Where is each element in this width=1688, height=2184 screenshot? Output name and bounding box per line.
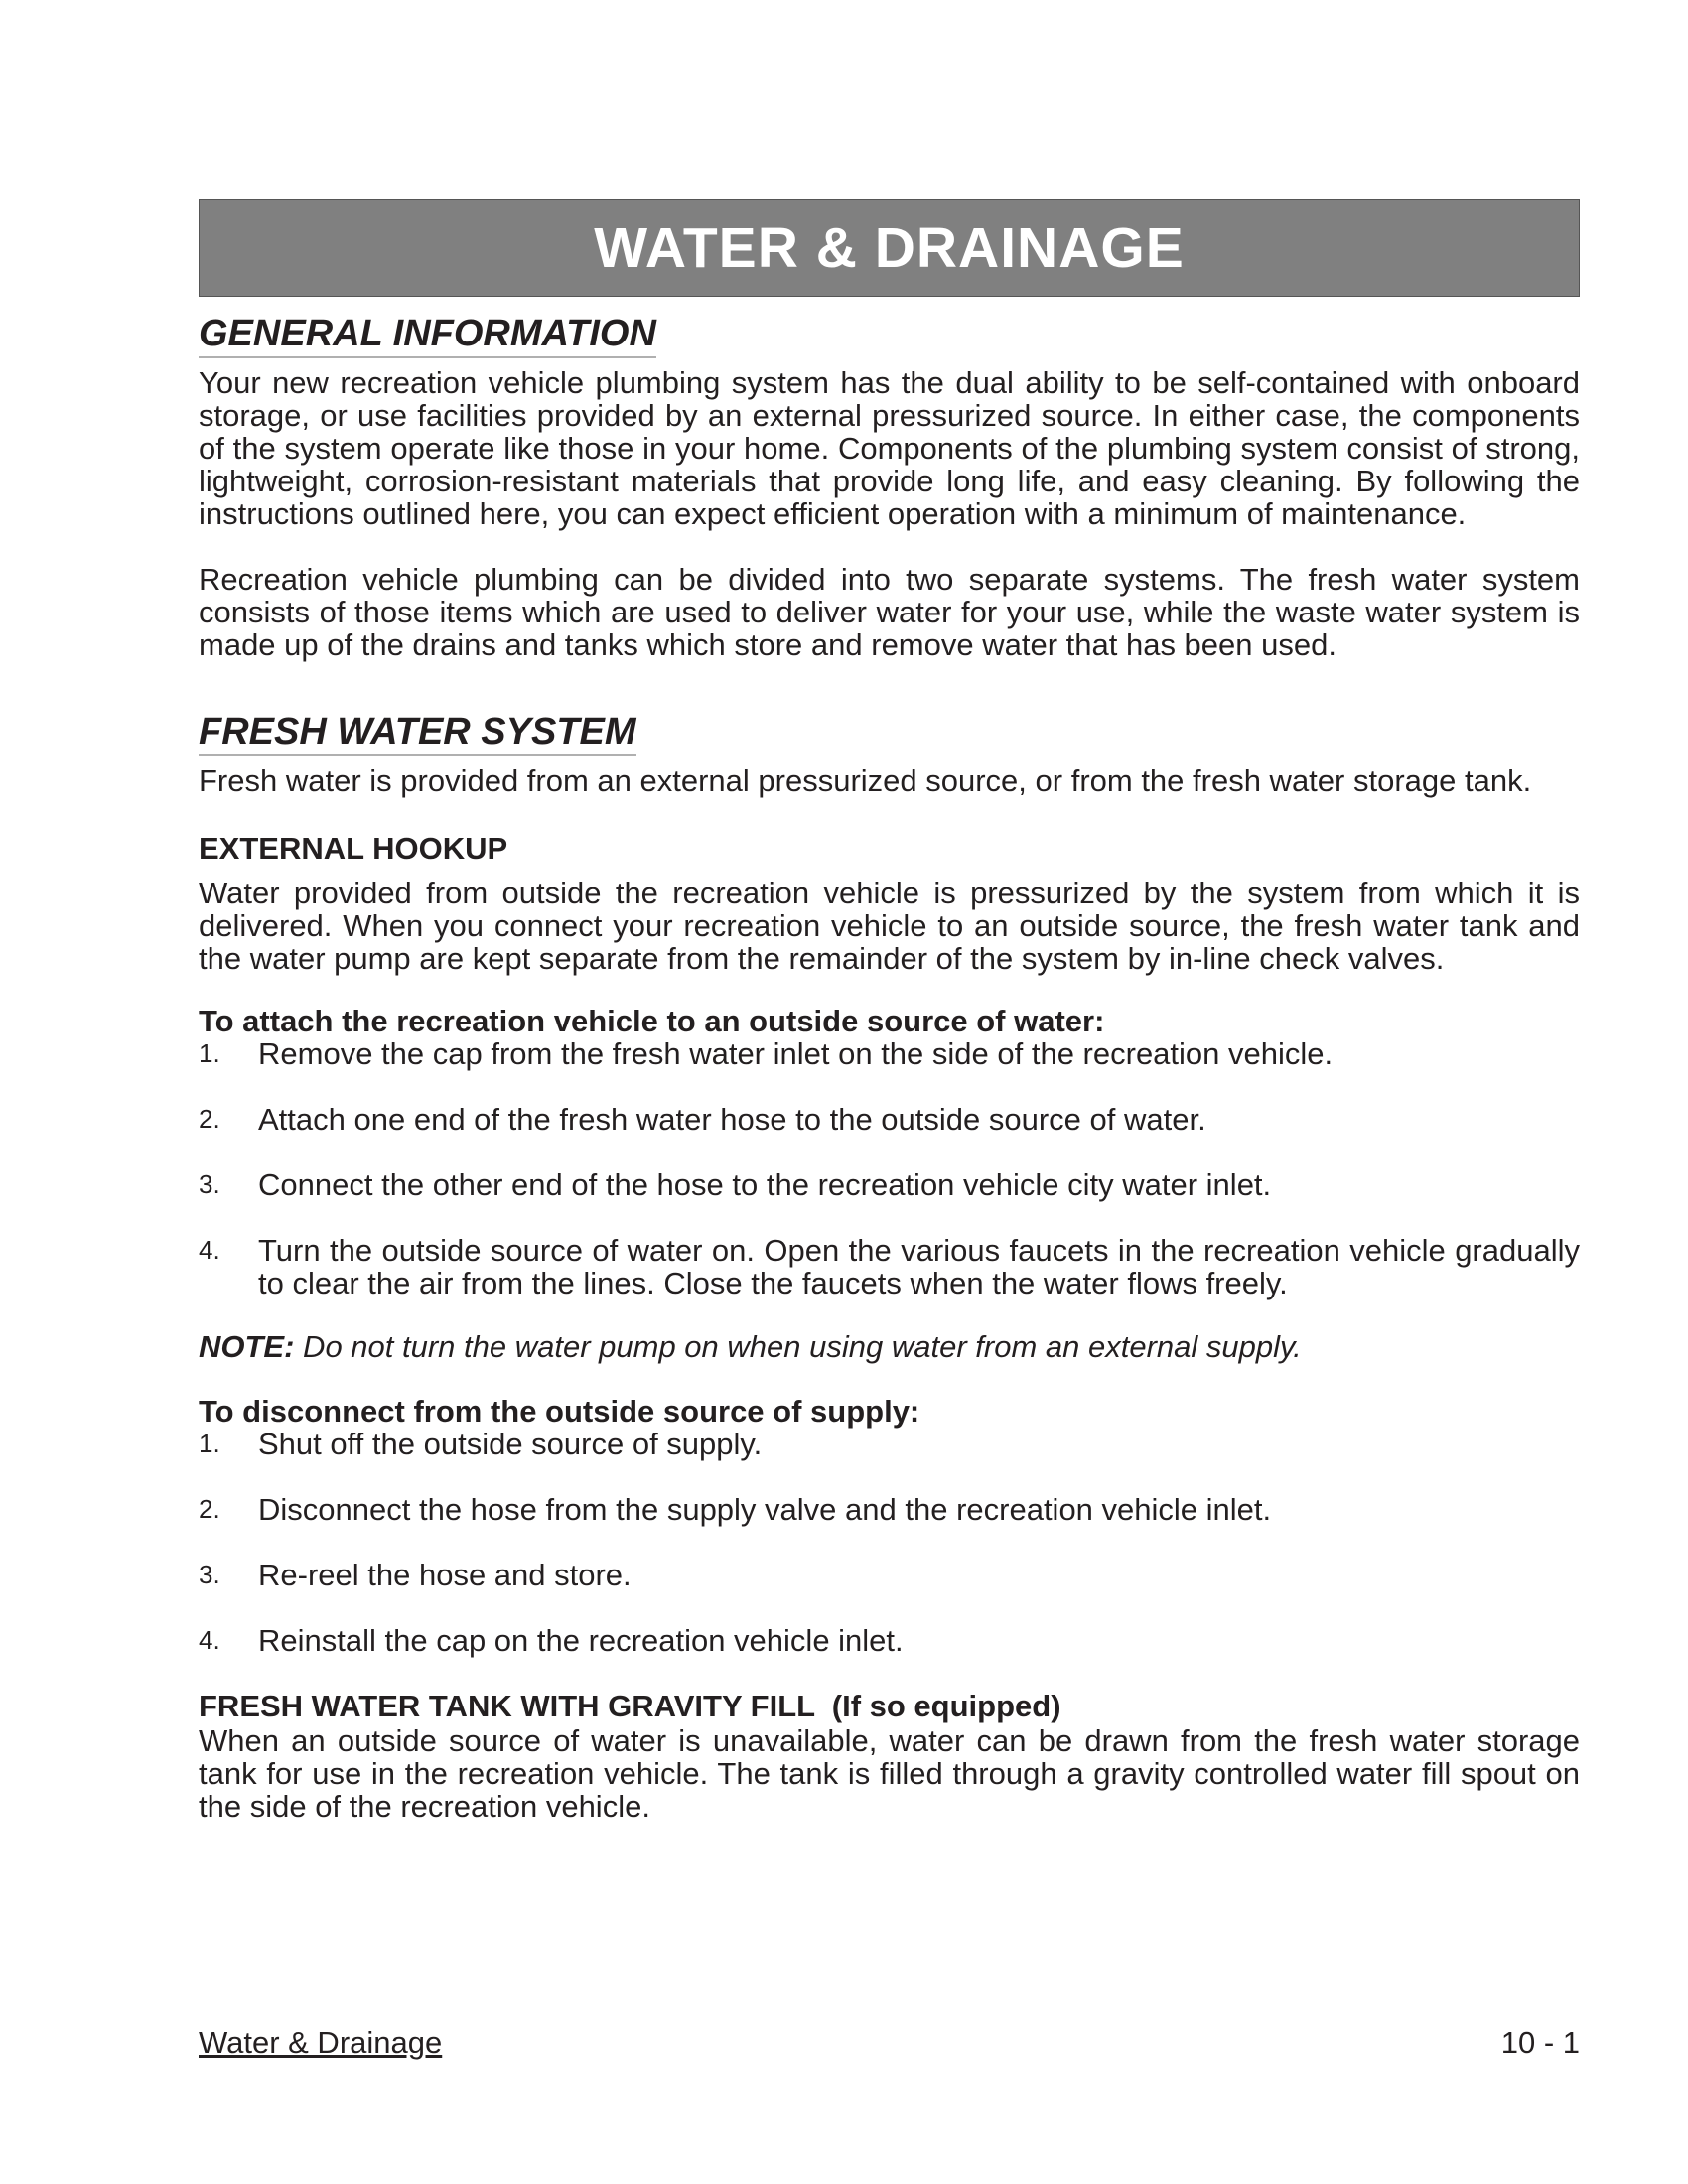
- fresh-water-intro: Fresh water is provided from an external pressurized source, or from the fresh water storage tank.: [199, 763, 1532, 798]
- note: [199, 1329, 1580, 1365]
- gravity-fill-text: When an outside source of water is unavailable, water can be drawn from the fresh water storage tank for use in the recreation vehicle. The tank is filled through a gravity controlled water fill spout on the side of the recreation vehicle.: [199, 1723, 1580, 1824]
- list-item: 4. Turn the outside source of water on. Open the various faucets in the recreation vehicle gradually to clear the air from the lines. Close the faucets when the water flows freely.: [199, 1233, 1580, 1300]
- list-item: 3. Connect the other end of the hose to the recreation vehicle city water inlet.: [199, 1167, 1272, 1202]
- page-footer: [199, 2025, 1580, 2061]
- list-item: 1. Remove the cap from the fresh water inlet on the side of the recreation vehicle.: [199, 1036, 1334, 1071]
- list-item: 2. Disconnect the hose from the supply valve and the recreation vehicle inlet.: [199, 1492, 1272, 1527]
- list-item: 3. Re-reel the hose and store.: [199, 1558, 632, 1592]
- external-hookup-text: Water provided from outside the recreation vehicle is pressurized by the system from which it is delivered. When you connect your recreation vehicle to an outside source, the fresh water tank and the water pump are kept separate from the remainder of the system by in-line check valves.: [199, 876, 1580, 976]
- page-title: WATER & DRAINAGE: [594, 215, 1185, 280]
- attach-steps-list: [199, 1037, 1580, 1299]
- external-hookup-heading: EXTERNAL HOOKUP: [199, 831, 508, 866]
- disconnect-steps-list: [199, 1428, 1580, 1657]
- note-text: Do not turn the water pump on when using water from an external supply.: [294, 1329, 1302, 1364]
- disconnect-instructions-lead: To disconnect from the outside source of supply:: [199, 1394, 920, 1429]
- page-number: 10 - 1: [1500, 2025, 1580, 2060]
- page-content: [199, 199, 1580, 1823]
- footer-section-title: Water & Drainage: [199, 2025, 443, 2060]
- note-label: NOTE:: [199, 1329, 295, 1364]
- fresh-water-system-heading: FRESH WATER SYSTEM: [199, 709, 636, 756]
- general-information-heading: GENERAL INFORMATION: [199, 311, 656, 358]
- list-item: 2. Attach one end of the fresh water hose to the outside source of water.: [199, 1102, 1206, 1137]
- gravity-fill-heading: FRESH WATER TANK WITH GRAVITY FILL (If so equipped): [199, 1689, 1061, 1723]
- general-paragraph-1: Your new recreation vehicle plumbing system has the dual ability to be self-contained with onboard storage, or use facilities provided by an external pressurized source. In either case, the components of the system operate like those in your home. Components of the plumbing system consist of strong, lightweight, corrosion-resistant materials that provide long life, and easy cleaning. By following the instructions outlined here, you can expect efficient operation with a minimum of maintenance.: [199, 365, 1580, 531]
- list-item: 1. Shut off the outside source of supply.: [199, 1427, 763, 1461]
- attach-instructions-lead: To attach the recreation vehicle to an outside source of water:: [199, 1004, 1105, 1038]
- title-band: [199, 199, 1580, 297]
- general-paragraph-2: Recreation vehicle plumbing can be divided into two separate systems. The fresh water system consists of those items which are used to deliver water for your use, while the waste water system is made up of the drains and tanks which store and remove water that has been used.: [199, 562, 1580, 662]
- list-item: 4. Reinstall the cap on the recreation vehicle inlet.: [199, 1623, 904, 1658]
